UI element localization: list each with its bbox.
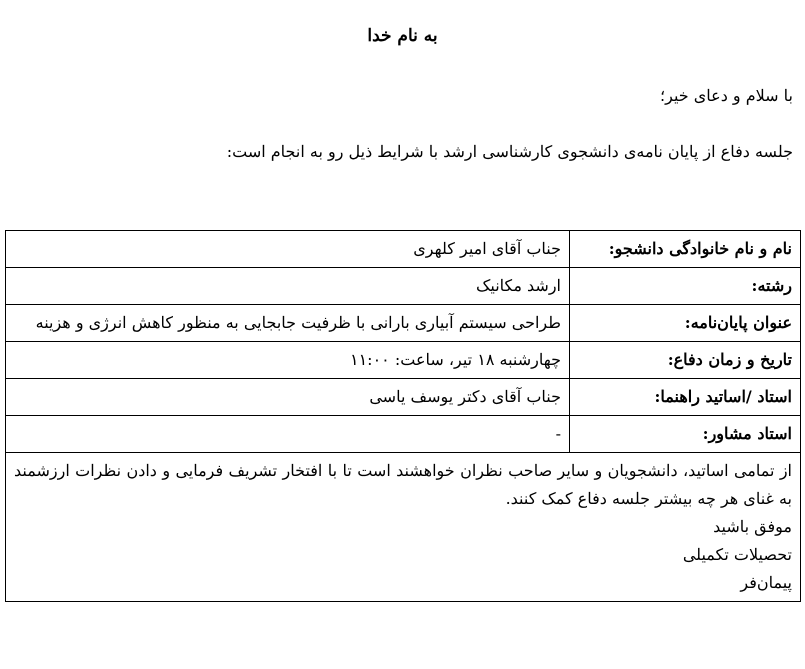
advisor-label: استاد مشاور: (570, 416, 801, 453)
invitation-text: از تمامی اساتید، دانشجویان و سایر صاحب نظران خواهشند است تا با افتخار تشریف فرمایی و دادن نظرات ارزشمند به غنای هر چه بیشتر جلسه دفاع کمک کنند. (14, 461, 793, 508)
intro-text: جلسه دفاع از پایان نامه‌ی دانشجوی کارشناسی ارشد با شرایط ذیل رو به انجام است: (226, 142, 793, 161)
greeting-text: با سلام و دعای خیر؛ (660, 86, 793, 105)
table-row (6, 231, 801, 268)
major-label: رشته: (570, 268, 801, 305)
major-value: ارشد مکانیک (6, 268, 570, 305)
table-row (6, 305, 801, 342)
table-row (6, 453, 801, 602)
student-name-value: جناب آقای امیر کلهری (6, 231, 570, 268)
advisor-value: - (6, 416, 570, 453)
supervisor-label: استاد /اساتید راهنما: (570, 379, 801, 416)
defense-info-table (5, 230, 801, 602)
closing-text: موفق باشید (713, 517, 792, 536)
supervisor-value: جناب آقای دکتر یوسف یاسی (6, 379, 570, 416)
table-row (6, 268, 801, 305)
table-row (6, 379, 801, 416)
thesis-title-label: عنوان پایان‌نامه: (570, 305, 801, 342)
footer-cell (6, 453, 801, 602)
defense-datetime-label: تاریخ و زمان دفاع: (570, 342, 801, 379)
student-name-label: نام و نام خانوادگی دانشجو: (570, 231, 801, 268)
signature-text: پیمان‌فر (740, 573, 792, 592)
defense-datetime-value: چهارشنبه ۱۸ تیر، ساعت: ۱۱:۰۰ (6, 342, 570, 379)
page-title: به نام خدا (367, 26, 438, 46)
thesis-title-value: طراحی سیستم آبیاری بارانی با ظرفیت جابجایی به منظور کاهش انرژی و هزینه (6, 305, 570, 342)
table-row (6, 342, 801, 379)
department-text: تحصیلات تکمیلی (682, 545, 792, 564)
table-row (6, 416, 801, 453)
